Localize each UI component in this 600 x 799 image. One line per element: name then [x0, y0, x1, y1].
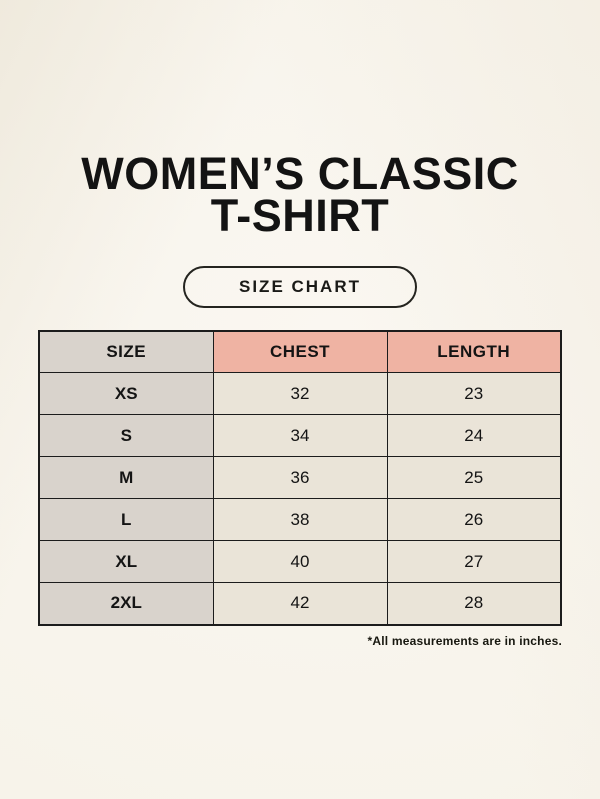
table-row — [39, 415, 561, 457]
column-header-chest: CHEST — [213, 331, 387, 373]
measurement-value-cell: 23 — [387, 373, 561, 415]
size-label-cell: XS — [39, 373, 213, 415]
measurement-value-cell: 40 — [213, 541, 387, 583]
header-row — [39, 331, 561, 373]
measurements-note: *All measurements are in inches. — [367, 633, 562, 648]
size-label-cell: M — [39, 457, 213, 499]
measurement-value-cell: 24 — [387, 415, 561, 457]
size-chart-table-body — [39, 373, 561, 625]
column-header-size: SIZE — [39, 331, 213, 373]
measurement-value-cell: 32 — [213, 373, 387, 415]
size-chart-button[interactable]: SIZE CHART — [183, 266, 417, 308]
size-label-cell: 2XL — [39, 583, 213, 625]
size-label-cell: S — [39, 415, 213, 457]
measurement-value-cell: 25 — [387, 457, 561, 499]
size-label-cell: L — [39, 499, 213, 541]
measurement-value-cell: 38 — [213, 499, 387, 541]
measurement-value-cell: 26 — [387, 499, 561, 541]
measurement-value-cell: 36 — [213, 457, 387, 499]
measurement-value-cell: 27 — [387, 541, 561, 583]
measurement-value-cell: 34 — [213, 415, 387, 457]
table-row — [39, 457, 561, 499]
page-title-line2: T-SHIRT — [210, 189, 390, 241]
page-title-line1: WOMEN’S CLASSIC — [81, 148, 519, 199]
size-chart-table-header — [39, 331, 561, 373]
measurement-value-cell: 42 — [213, 583, 387, 625]
table-row — [39, 541, 561, 583]
table-row — [39, 373, 561, 415]
column-header-length: LENGTH — [387, 331, 561, 373]
table-row — [39, 583, 561, 625]
page-title — [0, 0, 600, 241]
table-row — [39, 499, 561, 541]
size-chart-table — [38, 330, 562, 626]
size-label-cell: XL — [39, 541, 213, 583]
measurement-value-cell: 28 — [387, 583, 561, 625]
